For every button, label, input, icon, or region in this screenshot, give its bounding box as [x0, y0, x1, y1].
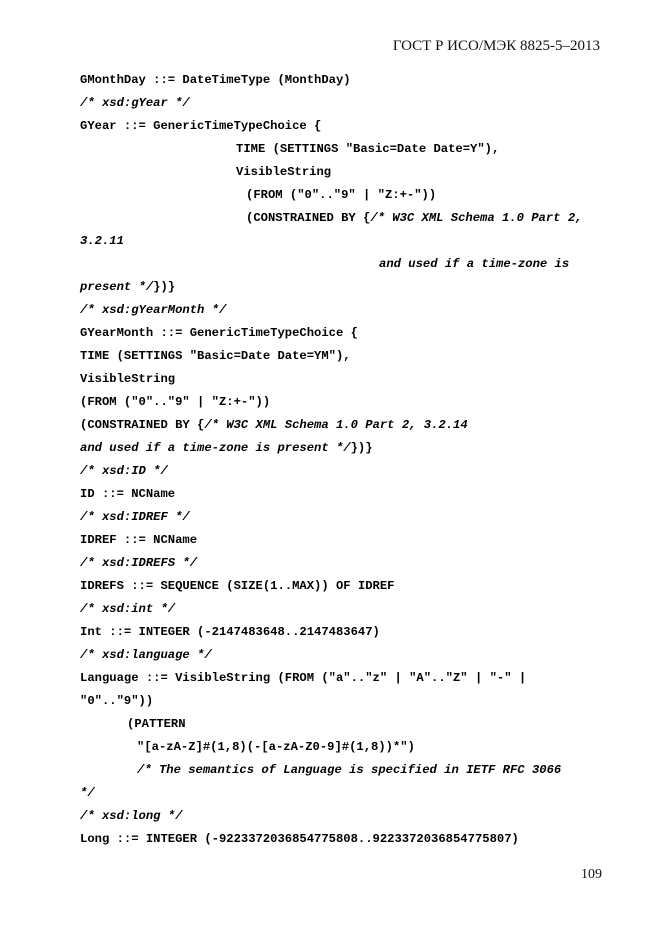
code-comment: /* xsd:gYearMonth */	[80, 303, 227, 317]
code-line: present */})}	[80, 280, 176, 294]
code-line: (FROM ("0".."9" | "Z:+-"))	[80, 395, 271, 409]
code-comment: /* xsd:IDREFS */	[80, 556, 198, 570]
code-comment: /* xsd:language */	[80, 648, 212, 662]
code-line: (PATTERN	[127, 717, 186, 731]
code-comment: /* xsd:int */	[80, 602, 176, 616]
code-line: "[a-zA-Z]#(1,8)(-[a-zA-Z0-9]#(1,8))*")	[137, 740, 415, 754]
code-line: Long ::= INTEGER (-9223372036854775808..9223372036854775807)	[80, 832, 519, 846]
code-comment: /* The semantics of Language is specified in IETF RFC 3066	[137, 763, 562, 777]
code-line: TIME (SETTINGS "Basic=Date Date=YM"),	[80, 349, 351, 363]
document-header: ГОСТ Р ИСО/МЭК 8825-5–2013	[392, 38, 600, 54]
code-comment: /* xsd:gYear */	[80, 96, 190, 110]
code-comment: and used if a time-zone is	[379, 257, 570, 271]
code-line: (FROM ("0".."9" | "Z:+-"))	[246, 188, 437, 202]
code-line: VisibleString	[236, 165, 332, 179]
code-line: (CONSTRAINED BY {/* W3C XML Schema 1.0 Part 2, 3.2.14	[80, 418, 468, 432]
code-line: GMonthDay ::= DateTimeType (MonthDay)	[80, 73, 351, 87]
code-line: Language ::= VisibleString (FROM ("a".."z" | "A".."Z" | "-" |	[80, 671, 527, 685]
code-line: Int ::= INTEGER (-2147483648..2147483647)	[80, 625, 380, 639]
code-comment: /* xsd:long */	[80, 809, 183, 823]
code-line: "0".."9"))	[80, 694, 154, 708]
code-line: GYearMonth ::= GenericTimeTypeChoice {	[80, 326, 358, 340]
code-comment: /* xsd:IDREF */	[80, 510, 190, 524]
code-line: ID ::= NCName	[80, 487, 176, 501]
code-line: and used if a time-zone is present */})}	[80, 441, 373, 455]
code-line: IDREF ::= NCName	[80, 533, 198, 547]
code-line: IDREFS ::= SEQUENCE (SIZE(1..MAX)) OF IDREF	[80, 579, 395, 593]
code-comment: 3.2.11	[80, 234, 124, 248]
code-line: VisibleString	[80, 372, 176, 386]
code-line: (CONSTRAINED BY {/* W3C XML Schema 1.0 Part 2,	[246, 211, 583, 225]
code-line: GYear ::= GenericTimeTypeChoice {	[80, 119, 322, 133]
code-comment: */	[80, 786, 95, 800]
page-number: 109	[581, 867, 602, 882]
code-comment: /* xsd:ID */	[80, 464, 168, 478]
code-line: TIME (SETTINGS "Basic=Date Date=Y"),	[236, 142, 500, 156]
